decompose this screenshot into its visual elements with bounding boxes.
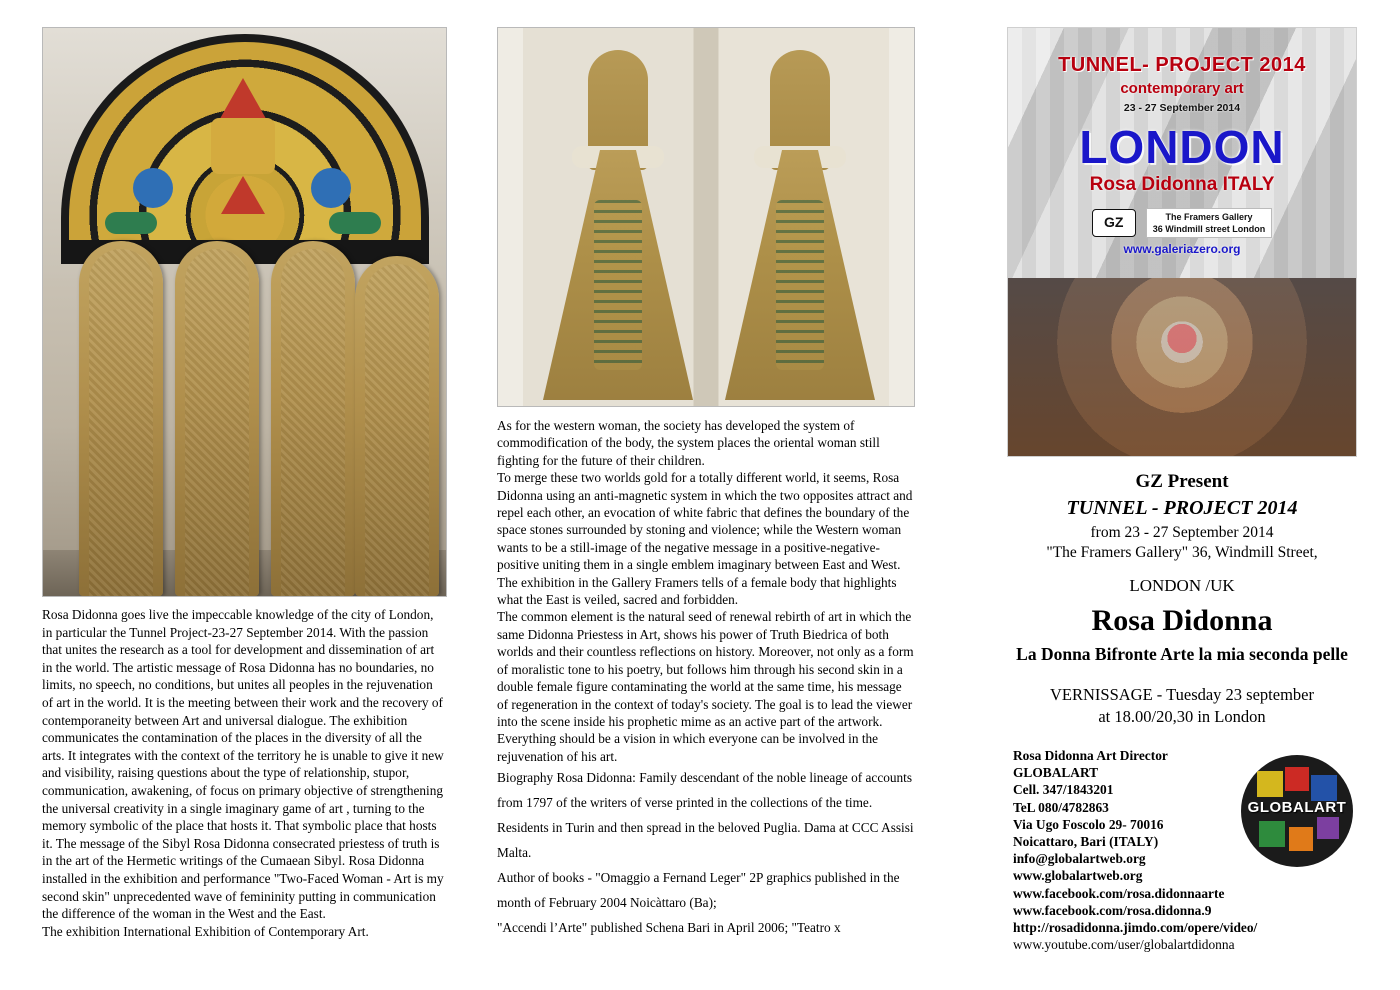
column-left bbox=[42, 27, 447, 940]
sibyl-figure-2 bbox=[175, 241, 259, 596]
artist-name-heading: Rosa Didonna bbox=[1091, 604, 1273, 637]
event-venue: "The Framers Gallery" 36, Windmill Street, bbox=[1046, 544, 1318, 561]
exhibition-poster bbox=[1007, 27, 1357, 457]
logo-square-orange bbox=[1289, 827, 1313, 851]
poster-bottom-artwork bbox=[1008, 278, 1356, 456]
vernissage-line-2: at 18.00/20,30 in London bbox=[1098, 707, 1266, 726]
contact-line: TeL 080/4782863 bbox=[1013, 799, 1109, 815]
doll-figure-back bbox=[720, 50, 880, 402]
poster-gallery-info bbox=[1146, 208, 1272, 238]
arch-leaf-green-right bbox=[329, 212, 381, 234]
col2-paragraph-3: The common element is the natural seed of renewal rebirth of art in which the same Didonna Priestess in Art, shows his power of Truth Biedrica of both worlds and their countless reflections on history. Moreover, not only as a form of moralistic tone to his poetry, but follows him through his second skin in a double female figure contaminating the world at the same time, his message of regeneration in the context of today's society. The goal is to lead the viewer into the scene inside his prophetic mime as an active part of the artwork. Everything should be a vision in which everyone can be involved in the rejuvenation of his art. bbox=[497, 609, 914, 764]
event-city: LONDON /UK bbox=[1129, 576, 1235, 595]
contact-line: Via Ugo Foscolo 29- 70016 bbox=[1013, 816, 1164, 832]
event-details bbox=[1007, 471, 1357, 727]
sibyl-installation-photo bbox=[42, 27, 447, 597]
logo-label: GLOBALART bbox=[1247, 799, 1347, 816]
artwork-subtitle: La Donna Bifronte Arte la mia seconda pelle bbox=[1016, 644, 1348, 664]
poster-gallery-row bbox=[1008, 208, 1356, 238]
gz-present-heading: GZ Present bbox=[1135, 471, 1229, 492]
arch-leaf-green-left bbox=[105, 212, 157, 234]
contact-line: Noicattaro, Bari (ITALY) bbox=[1013, 834, 1159, 850]
col2-paragraph-1: As for the western woman, the society has developed the system of commodification of the body, the system places the oriental woman still fighting for the future of their children. bbox=[497, 418, 880, 468]
doll-figure-front bbox=[538, 50, 698, 402]
contact-line: Rosa Didonna Art Director bbox=[1013, 748, 1168, 763]
col1-main-paragraph: Rosa Didonna goes live the impeccable knowledge of the city of London, in particular the Tunnel Project-23-27 September 2014. With the passion that unites the research as a tool for development and dissemination of art in the world. The artistic message of Rosa Didonna has no boundaries, no limits, no speech, no conditions, but unites all peoples in the rejuvenation of art in the world. It is the meeting between their work and the recovery of contemporaneity between Art and universal dialogue. The exhibition communicates the contamination of the places in the diversity of all the arts. It integrates with the context of the territory he is unable to give it new and visibility, raising questions about the type of relationship, stupor, communication, awakening, of focus on primary objective of strengthening the universal creativity in a single imaginary game of art , turning to the memory symbolic of the place that hosts it. That symbolic place that hosts it. The message of the Sibyl Rosa Didonna consecrated priestess of truth is in the art of the Hermetic writings of the Cumaean Sibyl. Rosa Didonna installed in the exhibition and performance "Two-Faced Woman - Art is my second skin" unprecedented wave of femininity putting in communication the difference of the woman in the West and the East. bbox=[42, 607, 444, 922]
logo-square-red bbox=[1285, 767, 1309, 791]
poster-london: LONDON bbox=[1079, 121, 1285, 173]
arch-hex-gold bbox=[211, 118, 275, 174]
contact-facebook-2[interactable]: www.facebook.com/rosa.didonna.9 bbox=[1013, 902, 1212, 918]
logo-square-green bbox=[1259, 821, 1285, 847]
gz-logo-badge: GZ bbox=[1092, 209, 1136, 237]
sibyl-figure-3 bbox=[271, 241, 355, 596]
globalart-logo bbox=[1241, 755, 1353, 867]
poster-artist-name: Rosa Didonna ITALY bbox=[1089, 174, 1275, 195]
poster-contemporary-art: contemporary art bbox=[1120, 80, 1244, 97]
two-faced-woman-dolls-photo bbox=[497, 27, 915, 407]
logo-square-blue bbox=[1311, 775, 1337, 801]
contact-facebook-1[interactable]: www.facebook.com/rosa.didonnaarte bbox=[1013, 885, 1225, 901]
col2-paragraph-books-2: "Accendi l’Arte" published Schena Bari in April 2006; "Teatro x bbox=[497, 920, 841, 936]
contact-jimdo-link[interactable]: http://rosadidonna.jimdo.com/opere/video/ bbox=[1013, 920, 1258, 936]
contact-website[interactable]: www.globalartweb.org bbox=[1013, 868, 1143, 884]
column-middle bbox=[497, 27, 915, 940]
doll-embroidery-back bbox=[776, 200, 824, 370]
poster-website: www.galeriazero.org bbox=[1123, 242, 1241, 256]
poster-gallery-name: The Framers Gallery bbox=[1165, 212, 1253, 222]
contact-line: Cell. 347/1843201 bbox=[1013, 782, 1114, 798]
poster-gallery-address: 36 Windmill street London bbox=[1152, 224, 1266, 234]
arch-circle-blue-left bbox=[133, 168, 173, 208]
contact-email[interactable]: info@globalartweb.org bbox=[1013, 851, 1146, 867]
logo-square-purple bbox=[1317, 817, 1339, 839]
arch-circle-blue-right bbox=[311, 168, 351, 208]
col1-closing-paragraph: The exhibition International Exhibition of Contemporary Art. bbox=[42, 923, 369, 939]
contact-line: GLOBALART bbox=[1013, 765, 1099, 781]
col2-paragraph-2: To merge these two worlds gold for a totally different world, it seems, Rosa Didonna using an anti-magnetic system in which the two opposites attract and repel each other, an evocation of white fabric that defines the boundary of the space stones surrounded by stoning and violence; while the Western woman wants to be a still-image of the negative message in a positive-negative-positive uniting them in a single emblem imaginary between East and West. The exhibition in the Gallery Framers tells of a female body that highlights what the East is veiled, sacred and forbidden. bbox=[497, 470, 913, 608]
poster-tunnel-title: TUNNEL- PROJECT 2014 bbox=[1058, 54, 1306, 76]
column-right bbox=[1007, 27, 1357, 953]
logo-square-yellow bbox=[1257, 771, 1283, 797]
sibyl-figure-4 bbox=[355, 256, 439, 596]
sibyl-figure-1 bbox=[79, 241, 163, 596]
event-dates: from 23 - 27 September 2014 bbox=[1090, 524, 1274, 541]
col2-paragraph-biography: Biography Rosa Didonna: Family descendant of the noble lineage of accounts from 1797 of the writers of verse printed in the collections of the time. Residents in Turin and then spread in the beloved Puglia. Dama at CCC Assisi Malta. bbox=[497, 770, 914, 861]
vernissage-line-1: VERNISSAGE - Tuesday 23 september bbox=[1050, 685, 1314, 704]
col2-paragraph-books: Author of books - "Omaggio a Fernand Leger" 2P graphics published in the month of February 2004 Noicàttaro (Ba); bbox=[497, 870, 900, 911]
doll-embroidery-front bbox=[594, 200, 642, 370]
contact-block bbox=[1007, 747, 1357, 953]
tunnel-project-title: TUNNEL - PROJECT 2014 bbox=[1066, 497, 1298, 519]
poster-dates: 23 - 27 September 2014 bbox=[1123, 102, 1241, 114]
contact-youtube-link[interactable]: www.youtube.com/user/globalartdidonna bbox=[1013, 937, 1235, 953]
